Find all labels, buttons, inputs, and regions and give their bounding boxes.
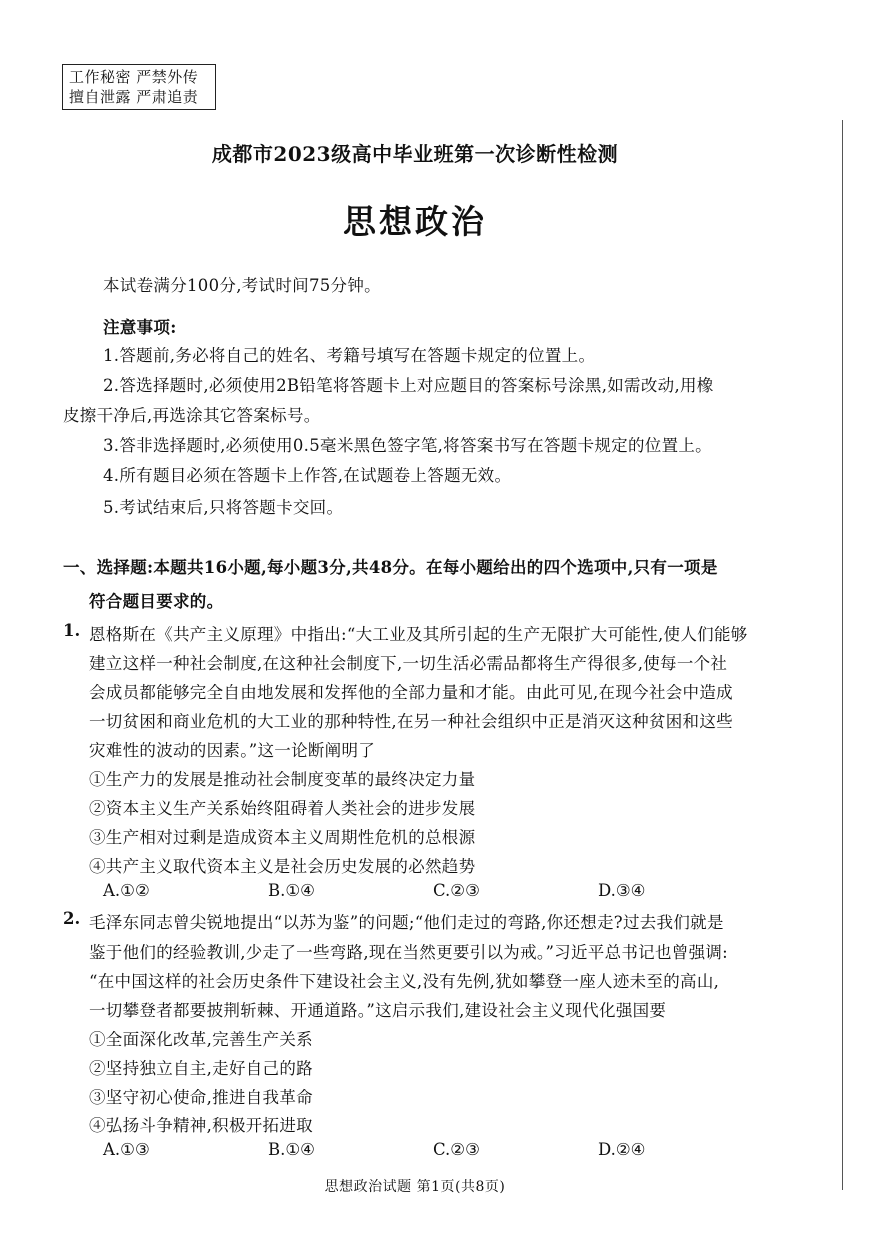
- question-1-stem-line: 建立这样一种社会制度,在这种社会制度下,一切生活必需品都将生产得很多,使每一个社: [89, 654, 728, 673]
- question-2-stem-line: 毛泽东同志曾尖锐地提出“以苏为鉴”的问题;“他们走过的弯路,你还想走?过去我们就是: [89, 913, 724, 932]
- question-2-number: 2.: [63, 909, 81, 928]
- subject-title: 思想政治: [343, 202, 487, 241]
- question-2-stem-line: “在中国这样的社会历史条件下建设社会主义,没有先例,犹如攀登一座人迹未至的高山,: [89, 972, 720, 991]
- question-1-stem-line: 恩格斯在《共产主义原理》中指出:“大工业及其所引起的生产无限扩大可能性,使人们能够: [89, 625, 748, 644]
- stamp-line-2: 擅自泄露 严肃追责: [69, 88, 199, 106]
- confidentiality-stamp: [62, 64, 216, 110]
- section-heading: 一、选择题:本题共16小题,每小题3分,共48分。在每小题给出的四个选项中,只有一项是: [63, 558, 718, 577]
- question-2-stem-line: 一切攀登者都要披荆斩棘、开通道路。”这启示我们,建设社会主义现代化强国要: [89, 1001, 667, 1020]
- question-2-option-c: C.②③: [433, 1140, 480, 1159]
- question-2-item: ②坚持独立自主,走好自己的路: [89, 1059, 313, 1078]
- question-1-stem-line: 会成员都能够完全自由地发展和发挥他的全部力量和才能。由此可见,在现今社会中造成: [89, 683, 733, 702]
- exam-title: 成都市2023级高中毕业班第一次诊断性检测: [211, 142, 619, 166]
- question-2-item: ④弘扬斗争精神,积极开拓进取: [89, 1116, 313, 1135]
- question-1-option-d: D.③④: [598, 881, 646, 900]
- question-1-stem-line: 灾难性的波动的因素。”这一论断阐明了: [89, 741, 376, 760]
- question-1-number: 1.: [63, 621, 81, 640]
- question-2-stem-line: 鉴于他们的经验教训,少走了一些弯路,现在当然更要引以为戒。”习近平总书记也曾强调:: [89, 943, 729, 962]
- question-1-item: ④共产主义取代资本主义是社会历史发展的必然趋势: [89, 857, 476, 876]
- binding-rule: [842, 120, 843, 1190]
- question-1-item: ③生产相对过剩是造成资本主义周期性危机的总根源: [89, 828, 476, 847]
- note-item-3: 3.答非选择题时,必须使用0.5毫米黑色签字笔,将答案书写在答题卡规定的位置上。: [103, 436, 712, 455]
- question-2-item: ③坚守初心使命,推进自我革命: [89, 1088, 313, 1107]
- note-item-2-cont: 皮擦干净后,再选涂其它答案标号。: [63, 406, 321, 425]
- question-1-option-a: A.①②: [103, 881, 150, 900]
- question-1-stem-line: 一切贫困和商业危机的大工业的那种特性,在另一种社会组织中正是消灭这种贫困和这些: [89, 712, 733, 731]
- note-item-4: 4.所有题目必须在答题卡上作答,在试题卷上答题无效。: [103, 466, 512, 485]
- exam-intro: 本试卷满分100分,考试时间75分钟。: [103, 276, 381, 295]
- notes-heading: 注意事项:: [103, 318, 177, 337]
- question-2-option-d: D.②④: [598, 1140, 646, 1159]
- question-1-option-b: B.①④: [268, 881, 315, 900]
- stamp-line-1: 工作秘密 严禁外传: [69, 68, 199, 86]
- note-item-2: 2.答选择题时,必须使用2B铅笔将答题卡上对应题目的答案标号涂黑,如需改动,用橡: [103, 376, 714, 395]
- question-1-item: ①生产力的发展是推动社会制度变革的最终决定力量: [89, 770, 476, 789]
- question-1-option-c: C.②③: [433, 881, 480, 900]
- question-2-item: ①全面深化改革,完善生产关系: [89, 1030, 313, 1049]
- section-heading-cont: 符合题目要求的。: [89, 592, 224, 611]
- note-item-5: 5.考试结束后,只将答题卡交回。: [103, 498, 344, 517]
- question-2-option-b: B.①④: [268, 1140, 315, 1159]
- question-2-option-a: A.①③: [103, 1140, 150, 1159]
- page-footer: 思想政治试题 第1页(共8页): [324, 1179, 506, 1195]
- question-1-item: ②资本主义生产关系始终阻碍着人类社会的进步发展: [89, 799, 476, 818]
- note-item-1: 1.答题前,务必将自己的姓名、考籍号填写在答题卡规定的位置上。: [103, 346, 596, 365]
